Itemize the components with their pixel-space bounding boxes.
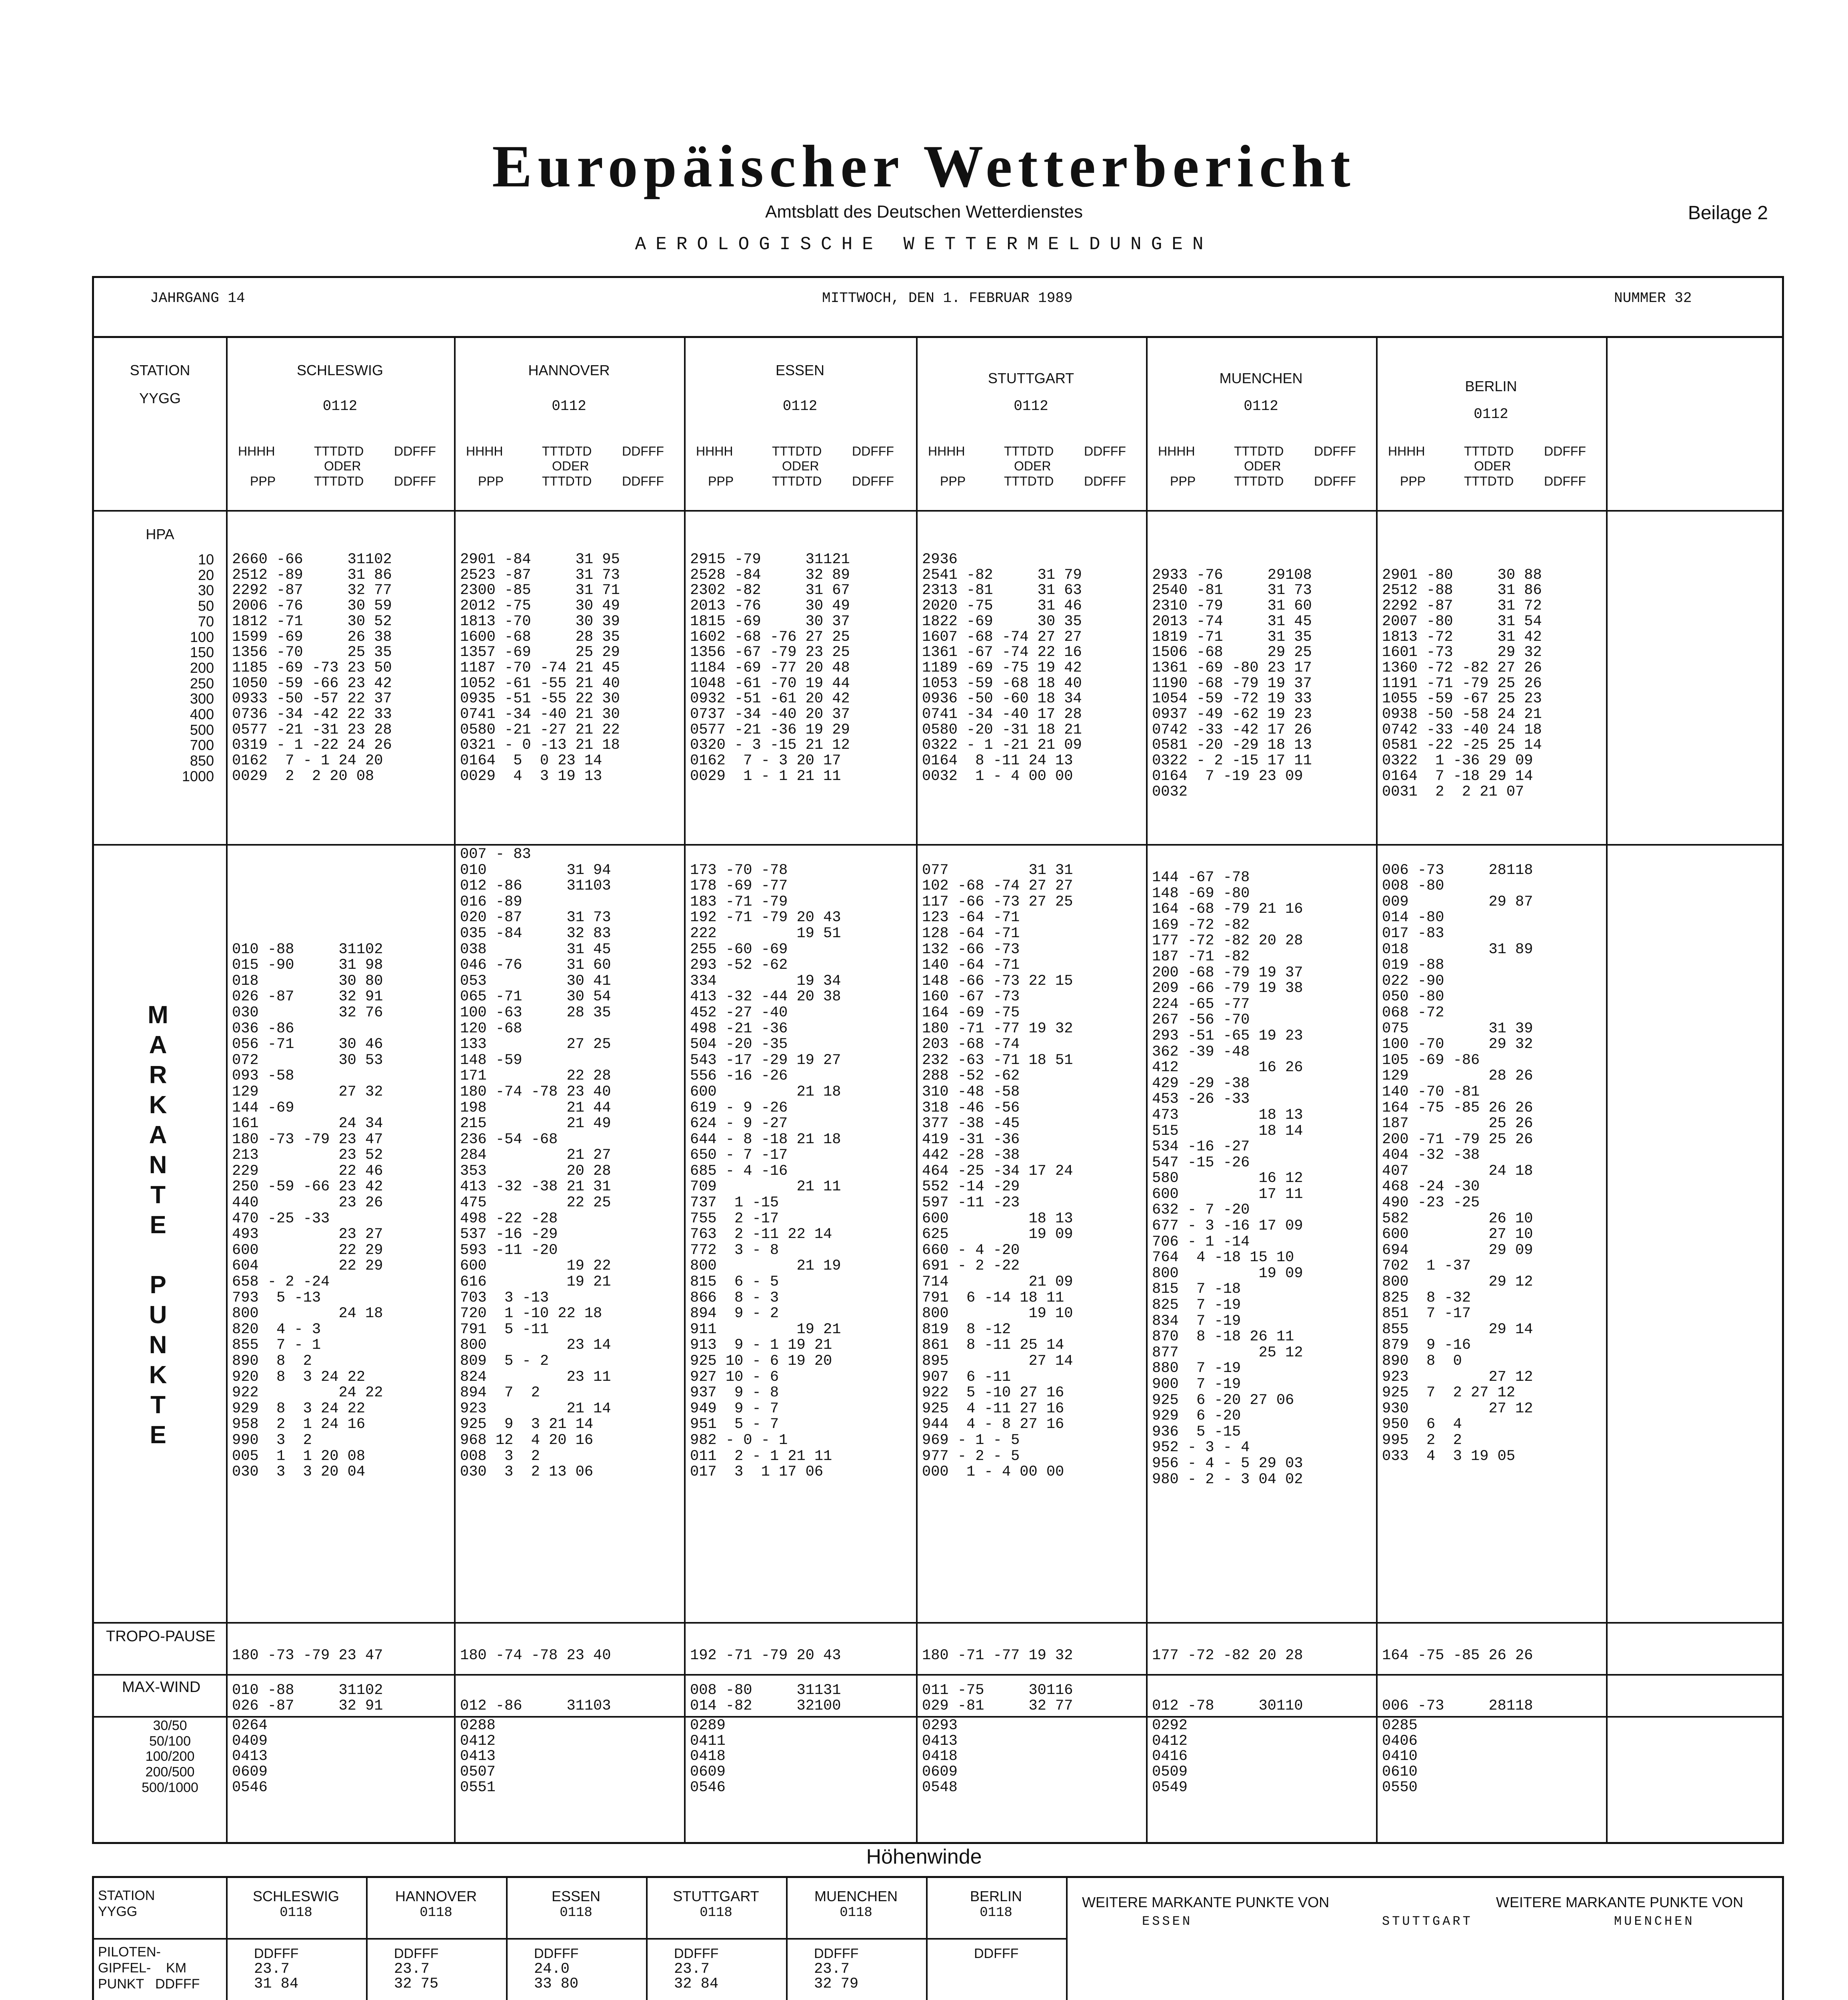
col-hhhh: HHHH: [1388, 444, 1425, 458]
maxwind-berlin: 006 -73 28118: [1382, 1697, 1533, 1714]
station-name: BERLIN: [970, 1888, 1022, 1904]
col-tttdtd: TTTDTD: [1464, 444, 1514, 458]
maxwind-essen: 008 -80 31131 014 -82 32100: [690, 1682, 841, 1714]
std-levels-stuttgart: 2936 2541 -82 31 79 2313 -81 31 63 2020 -75 31 46 1822 -69 30 35 1607 -68 -74 27 27 1361 -67 -74 22 16 1189 -69 -75 19 42 1053 -59 -68 18 40 0936 -50 -60 18 34 0741 -34 -40 17 28 0580 -20 -31 18 21 0322 - 1 -21 21 09 0164 8 -11 24 13 0032 1 - 4 00 00: [922, 551, 1082, 785]
piloten-values: 23.7 32 84: [674, 1961, 719, 1992]
station-code: 0112: [782, 398, 818, 414]
markante-berlin: 006 -73 28118 008 -80 009 29 87 014 -80 017 -83 018 31 89 019 -88 022 -90 050 -80 068 -72 075 31 39 100 -70 29 32 105 -69 -86 129 28 26 140 -70 -81 164 -75 -85 26 26 187 25 26 200 -71 -79 25 26 404 -32 -38 407 24 18 468 -24 -30 490 -23 -25 582 26 10 600 27 10 694 29 09 702 1 -37 800 29 12 825 8 -32 851 7 -17 855 29 14 879 9 -16 890 8 0 923 27 12 925 7 2 27 12 930 27 12 950 6 4 995 2 2 033 4 3 19 05: [1382, 862, 1533, 1465]
col-ddfff: DDFFF: [622, 444, 664, 458]
station-name: SCHLESWIG: [252, 1888, 340, 1904]
markante-muenchen: 144 -67 -78 148 -69 -80 164 -68 -79 21 16 169 -72 -82 177 -72 -82 20 28 187 -71 -82 200 -68 -79 19 37 209 -66 -79 19 38 224 -65 -77 267 -56 -70 293 -51 -65 19 23 362 -39 -48 412 16 26 429 -29 -38 453 -26 -33 473 18 13 515 18 14 534 -16 -27 547 -15 -26 580 16 12 600 17 11 632 - 7 -20 677 - 3 -16 17 09 706 - 1 -14 764 4 -18 15 10 800 19 09 815 7 -18 825 7 -19 834 7 -19 870 8 -18 26 11 877 25 12 880 7 -19 900 7 -19 925 6 -20 27 06 929 6 -20 936 5 -15 952 - 3 - 4 956 - 4 - 5 29 03 980 - 2 - 3 04 02: [1152, 869, 1303, 1488]
col-oder: ODER: [1244, 459, 1281, 473]
station-code: 0112: [1474, 406, 1508, 422]
station-name: ESSEN: [775, 362, 825, 378]
markante-schleswig: 010 -88 31102 015 -90 31 98 018 30 80 026 -87 32 91 030 32 76 036 -86 056 -71 30 46 072 30 53 093 -58 129 27 32 144 -69 161 24 34 180 -73 -79 23 47 213 23 52 229 22 46 250 -59 -66 23 42 440 23 26 470 -25 -33 493 23 27 600 22 29 604 22 29 658 - 2 -24 793 5 -13 800 24 18 820 4 - 3 855 7 - 1 890 8 2 920 8 3 24 22 922 24 22 929 8 3 24 22 958 2 1 24 16 990 3 2 005 1 1 20 08 030 3 3 20 04: [232, 941, 383, 1481]
col-tttdtd: TTTDTD: [772, 474, 822, 488]
col-ddfff: DDFFF: [852, 474, 894, 488]
station-code: 0112: [322, 398, 358, 414]
station-code: 0118: [700, 1905, 732, 1920]
col-tttdtd: TTTDTD: [314, 474, 364, 488]
maxwind-schleswig: 010 -88 31102 026 -87 32 91: [232, 1682, 383, 1714]
ddfff-label: DDFFF: [814, 1946, 859, 1961]
col-oder: ODER: [1474, 459, 1511, 473]
col-ddfff: DDFFF: [394, 444, 436, 458]
maxwind-stuttgart: 011 -75 30116 029 -81 32 77: [922, 1682, 1073, 1714]
shear-schleswig: 0264 0409 0413 0609 0546: [232, 1717, 268, 1796]
col-tttdtd: TTTDTD: [772, 444, 822, 458]
markante-hannover: 007 - 83 010 31 94 012 -86 31103 016 -89 020 -87 31 73 035 -84 32 83 038 31 45 046 -76 31 60 053 30 41 065 -71 30 54 100 -63 28 35 120 -68 133 27 25 148 -59 171 22 28 180 -74 -78 23 40 198 21 44 215 21 49 236 -54 -68 284 21 27 353 20 28 413 -32 -38 21 31 475 22 25 498 -22 -28 537 -16 -29 593 -11 -20 600 19 22 616 19 21 703 3 -13 720 1 -10 22 18 791 5 -11 800 23 14 809 5 - 2 824 23 11 894 7 2 923 21 14 925 9 3 21 14 968 12 4 20 16 008 3 2 030 3 2 13 06: [460, 846, 611, 1481]
col-ddfff: DDFFF: [1544, 444, 1586, 458]
tropopause-berlin: 164 -75 -85 26 26: [1382, 1647, 1533, 1664]
station-code: 0118: [560, 1905, 592, 1920]
report-subtitle: Amtsblatt des Deutschen Wetterdienstes: [765, 202, 1083, 222]
tropopause-label: TROPO-PAUSE: [106, 1628, 216, 1645]
std-levels-essen: 2915 -79 31121 2528 -84 32 89 2302 -82 31 67 2013 -76 30 49 1815 -69 30 37 1602 -68 -76 27 25 1356 -67 -79 23 25 1184 -69 -77 20 48 1048 -61 -70 19 44 0932 -51 -61 20 42 0737 -34 -40 20 37 0577 -21 -36 19 29 0320 - 3 -15 21 12 0162 7 - 3 20 17 0029 1 - 1 21 11: [690, 551, 850, 785]
ddfff-label: DDFFF: [254, 1946, 299, 1961]
col-ppp: PPP: [478, 474, 504, 488]
station-name: MUENCHEN: [1219, 370, 1303, 386]
col-oder: ODER: [782, 459, 819, 473]
tropopause-stuttgart: 180 -71 -77 19 32: [922, 1647, 1073, 1664]
station-code: 0118: [980, 1905, 1012, 1920]
ddfff-label: DDFFF: [534, 1946, 579, 1961]
station-name: HANNOVER: [395, 1888, 477, 1904]
piloten-values: 23.7 31 84: [254, 1961, 299, 1992]
hoehenwinde-heading: Höhenwinde: [866, 1845, 982, 1868]
std-levels-schleswig: 2660 -66 31102 2512 -89 31 86 2292 -87 32 77 2006 -76 30 59 1812 -71 30 52 1599 -69 26 38 1356 -70 25 35 1185 -69 -73 23 50 1050 -59 -66 23 42 0933 -50 -57 22 37 0736 -34 -42 22 33 0577 -21 -31 23 28 0319 - 1 -22 24 26 0162 7 - 1 24 20 0029 2 2 20 08: [232, 551, 392, 785]
shear-hannover: 0288 0412 0413 0507 0551: [460, 1717, 496, 1796]
col-tttdtd: TTTDTD: [1004, 474, 1054, 488]
col-oder: ODER: [1014, 459, 1051, 473]
ddfff-label: DDFFF: [674, 1946, 719, 1961]
shear-berlin: 0285 0406 0410 0610 0550: [1382, 1717, 1418, 1796]
col-ddfff: DDFFF: [622, 474, 664, 488]
col-ddfff: DDFFF: [852, 444, 894, 458]
col-ddfff: DDFFF: [394, 474, 436, 488]
shear-stuttgart: 0293 0413 0418 0609 0548: [922, 1717, 958, 1796]
std-levels-hannover: 2901 -84 31 95 2523 -87 31 73 2300 -85 31 71 2012 -75 30 49 1813 -70 30 39 1600 -68 28 35 1357 -69 25 29 1187 -70 -74 21 45 1052 -61 -55 21 40 0935 -51 -55 22 30 0741 -34 -40 21 30 0580 -21 -27 21 22 0321 - 0 -13 21 18 0164 5 0 23 14 0029 4 3 19 13: [460, 551, 620, 785]
station-name: ESSEN: [551, 1888, 601, 1904]
hoehenwinde-table: [92, 1876, 1784, 2000]
markante-stuttgart: 077 31 31 102 -68 -74 27 27 117 -66 -73 27 25 123 -64 -71 128 -64 -71 132 -66 -73 140 -64 -71 148 -66 -73 22 15 160 -67 -73 164 -69 -75 180 -71 -77 19 32 203 -68 -74 232 -63 -71 18 51 288 -52 -62 310 -48 -58 318 -46 -56 377 -38 -45 419 -31 -36 442 -28 -38 464 -25 -34 17 24 552 -14 -29 597 -11 -23 600 18 13 625 19 09 660 - 4 -20 691 - 2 -22 714 21 09 791 6 -14 18 11 800 19 10 819 8 -12 861 8 -11 25 14 895 27 14 907 6 -11 922 5 -10 27 16 925 4 -11 27 16 944 4 - 8 27 16 969 - 1 - 5 977 - 2 - 5 000 1 - 4 00 00: [922, 862, 1073, 1481]
issue-number: NUMMER 32: [1614, 290, 1692, 306]
col-tttdtd: TTTDTD: [542, 474, 592, 488]
beilage-label: Beilage 2: [1688, 202, 1768, 224]
tropopause-muenchen: 177 -72 -82 20 28: [1152, 1647, 1303, 1664]
markante-punkte-label: M A R K A N T E P U N K T E: [148, 1001, 168, 1449]
station-code: 0112: [1014, 398, 1048, 414]
tropopause-essen: 192 -71 -79 20 43: [690, 1647, 841, 1664]
station-name: BERLIN: [1465, 378, 1517, 394]
col-ppp: PPP: [250, 474, 276, 488]
std-levels-muenchen: 2933 -76 29108 2540 -81 31 73 2310 -79 31 60 2013 -74 31 45 1819 -71 31 35 1506 -68 29 25 1361 -69 -80 23 17 1190 -68 -79 19 37 1054 -59 -72 19 33 0937 -49 -62 19 23 0742 -33 -42 17 26 0581 -20 -29 18 13 0322 - 2 -15 17 11 0164 7 -19 23 09 0032: [1152, 566, 1312, 800]
weitere-essen-heading: WEITERE MARKANTE PUNKTE VON: [1082, 1894, 1330, 1910]
markante-essen: 173 -70 -78 178 -69 -77 183 -71 -79 192 -71 -79 20 43 222 19 51 255 -60 -69 293 -52 -62 334 19 34 413 -32 -44 20 38 452 -27 -40 498 -21 -36 504 -20 -35 543 -17 -29 19 27 556 -16 -26 600 21 18 619 - 9 -26 624 - 9 -27 644 - 8 -18 21 18 650 - 7 -17 685 - 4 -16 709 21 11 737 1 -15 755 2 -17 763 2 -11 22 14 772 3 - 8 800 21 19 815 6 - 5 866 8 - 3 894 9 - 2 911 19 21 913 9 - 1 19 21 925 10 - 6 19 20 927 10 - 6 937 9 - 8 949 9 - 7 951 5 - 7 982 - 0 - 1 011 2 - 1 21 11 017 3 1 17 06: [690, 862, 841, 1481]
weitere-muenchen-station: MUENCHEN: [1614, 1914, 1695, 1929]
col-hhhh: HHHH: [466, 444, 503, 458]
piloten-values: 24.0 33 80: [534, 1961, 579, 1992]
shear-essen: 0289 0411 0418 0609 0546: [690, 1717, 726, 1796]
tropopause-schleswig: 180 -73 -79 23 47: [232, 1647, 383, 1664]
piloten-values: 23.7 32 75: [394, 1961, 439, 1992]
std-levels-berlin: 2901 -80 30 88 2512 -88 31 86 2292 -87 31 72 2007 -80 31 54 1813 -72 31 42 1601 -73 29 32 1360 -72 -82 27 26 1191 -71 -79 25 26 1055 -59 -67 25 23 0938 -50 -58 24 21 0742 -33 -40 24 18 0581 -22 -25 25 14 0322 1 -36 29 09 0164 7 -18 29 14 0031 2 2 21 07: [1382, 566, 1542, 800]
piloten-label: PILOTEN- GIPFEL- KM PUNKT DDFFF: [98, 1944, 200, 1992]
col-hhhh: HHHH: [238, 444, 275, 458]
col-ppp: PPP: [1170, 474, 1196, 488]
ddfff-label: DDFFF: [394, 1946, 439, 1961]
col-ppp: PPP: [1400, 474, 1426, 488]
shear-labels: 30/50 50/100 100/200 200/500 500/1000: [142, 1718, 198, 1795]
col-ddfff: DDFFF: [1314, 474, 1356, 488]
col-oder: ODER: [552, 459, 589, 473]
station-name: HANNOVER: [528, 362, 610, 378]
col-hhhh: HHHH: [696, 444, 733, 458]
yygg-label: YYGG: [139, 390, 181, 406]
lower-yygg-label: YYGG: [98, 1904, 138, 1919]
col-tttdtd: TTTDTD: [1234, 444, 1284, 458]
station-name: SCHLESWIG: [296, 362, 384, 378]
col-tttdtd: TTTDTD: [314, 444, 364, 458]
station-name: STUTTGART: [673, 1888, 759, 1904]
col-ddfff: DDFFF: [1544, 474, 1586, 488]
col-ddfff: DDFFF: [1084, 474, 1126, 488]
station-code: 0112: [552, 398, 586, 414]
report-title: Europäischer Wetterbericht: [492, 133, 1356, 200]
station-code: 0118: [420, 1905, 452, 1920]
station-name: MUENCHEN: [814, 1888, 898, 1904]
issue-date: MITTWOCH, DEN 1. FEBRUAR 1989: [822, 290, 1073, 306]
col-ppp: PPP: [708, 474, 734, 488]
station-code: 0118: [280, 1905, 312, 1920]
station-label: STATION: [130, 362, 190, 378]
col-hhhh: HHHH: [1158, 444, 1195, 458]
col-ddfff: DDFFF: [1084, 444, 1126, 458]
shear-muenchen: 0292 0412 0416 0509 0549: [1152, 1717, 1188, 1796]
weitere-essen-station: ESSEN: [1142, 1914, 1193, 1929]
maxwind-hannover: 012 -86 31103: [460, 1697, 611, 1714]
jahrgang: JAHRGANG 14: [150, 290, 245, 306]
hpa-levels: 10 20 30 50 70 100 150 200 250 300 400 500 700 850 1000: [182, 551, 214, 784]
piloten-values: 23.7 32 79: [814, 1961, 859, 1992]
weitere-muenchen-heading: WEITERE MARKANTE PUNKTE VON: [1496, 1894, 1744, 1910]
weitere-stuttgart-station: STUTTGART: [1382, 1914, 1473, 1929]
col-hhhh: HHHH: [928, 444, 965, 458]
section-heading: AEROLOGISCHE WETTERMELDUNGEN: [635, 234, 1213, 255]
issue-info-bar: [92, 276, 1784, 336]
berlin-ddfff: DDFFF: [974, 1946, 1019, 1961]
aerological-table: [92, 336, 1784, 1844]
col-tttdtd: TTTDTD: [1004, 444, 1054, 458]
col-oder: ODER: [324, 459, 361, 473]
col-tttdtd: TTTDTD: [1234, 474, 1284, 488]
maxwind-label: MAX-WIND: [122, 1679, 201, 1696]
station-code: 0118: [840, 1905, 872, 1920]
tropopause-hannover: 180 -74 -78 23 40: [460, 1647, 611, 1664]
col-ppp: PPP: [940, 474, 966, 488]
station-code: 0112: [1244, 398, 1278, 414]
hpa-label: HPA: [146, 526, 174, 542]
col-ddfff: DDFFF: [1314, 444, 1356, 458]
col-tttdtd: TTTDTD: [542, 444, 592, 458]
col-tttdtd: TTTDTD: [1464, 474, 1514, 488]
lower-station-label: STATION: [98, 1888, 155, 1903]
maxwind-muenchen: 012 -78 30110: [1152, 1697, 1303, 1714]
station-name: STUTTGART: [988, 370, 1074, 386]
